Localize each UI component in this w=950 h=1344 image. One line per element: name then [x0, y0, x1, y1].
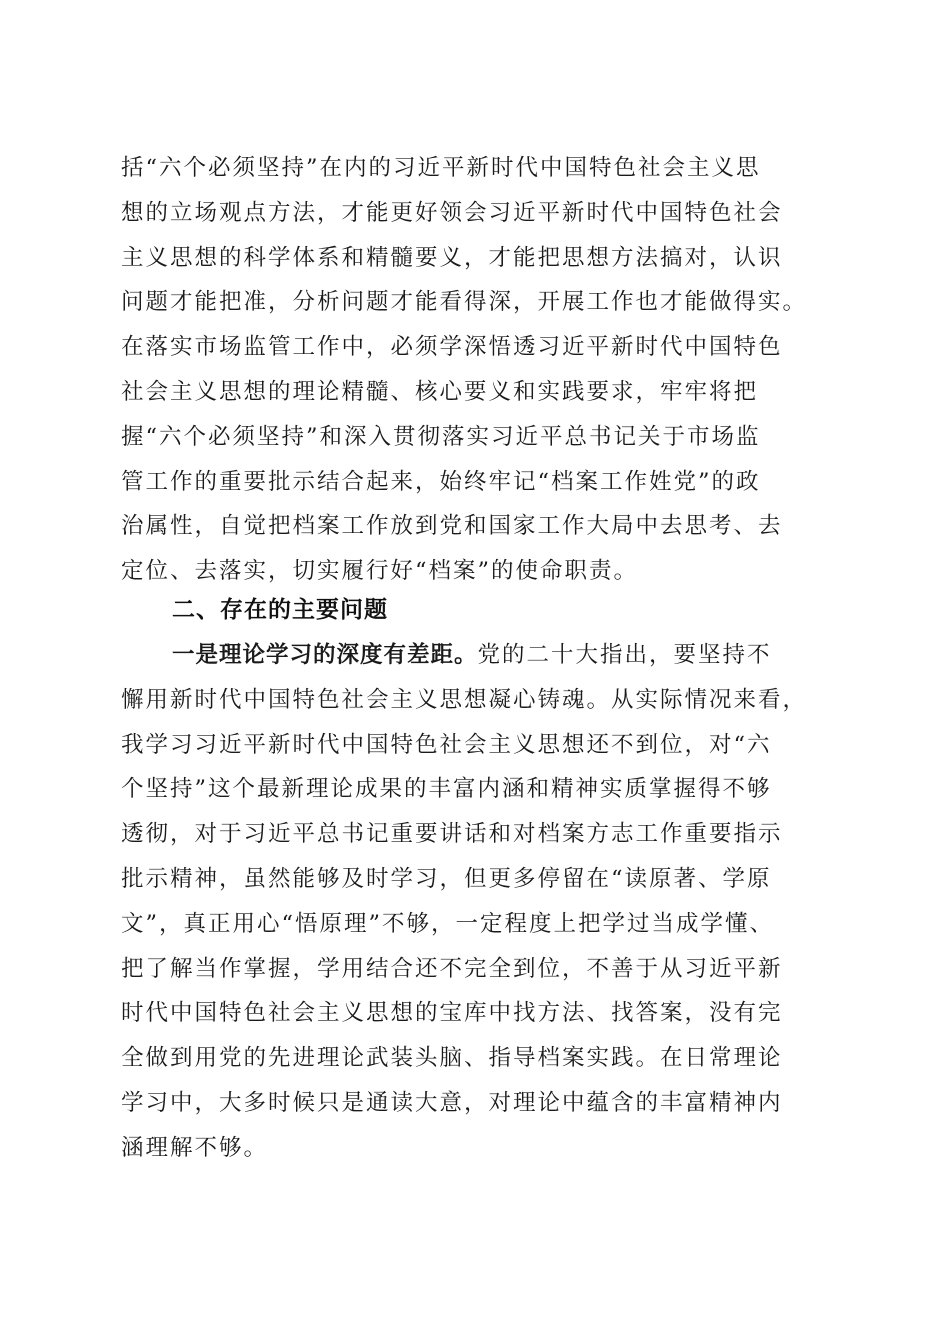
text-line: 透彻，对于习近平总书记重要讲话和对档案方志工作重要指示 — [121, 821, 783, 848]
text-line-first — [121, 633, 833, 678]
text-line: 把了解当作掌握，学用结合还不完全到位，不善于从习近平新 — [121, 955, 783, 982]
text-line: 个坚持”这个最新理论成果的丰富内涵和精神实质掌握得不够 — [121, 776, 772, 803]
text-line: 想的立场观点方法，才能更好领会习近平新时代中国特色社会 — [121, 199, 783, 226]
text-line: 我学习习近平新时代中国特色社会主义思想还不到位，对“六 — [121, 731, 772, 758]
text-line: 懈用新时代中国特色社会主义思想凝心铸魂。从实际情况来看， — [121, 686, 808, 713]
paragraph-continuation — [121, 146, 833, 594]
text-line: 握“六个必须坚持”和深入贯彻落实习近平总书记关于市场监 — [121, 423, 761, 450]
text-line: 全做到用党的先进理论武装头脑、指导档案实践。在日常理论 — [121, 1045, 783, 1072]
paragraph-problems — [121, 633, 833, 1171]
text-line: 批示精神，虽然能够及时学习，但更多停留在“读原著、学原 — [121, 865, 772, 892]
text-line: 学习中，大多时候只是通读大意，对理论中蕴含的丰富精神内 — [121, 1089, 783, 1116]
text-line: 在落实市场监管工作中，必须学深悟透习近平新时代中国特色 — [121, 334, 783, 361]
paragraph-lead-rest: 党的二十大指出，要坚持不 — [477, 642, 772, 668]
text-line: 文”，真正用心“悟原理”不够，一定程度上把学过当成学懂、 — [121, 910, 775, 937]
text-line: 社会主义思想的理论精髓、核心要义和实践要求，牢牢将把 — [121, 378, 759, 405]
text-line: 括“六个必须坚持”在内的习近平新时代中国特色社会主义思 — [121, 155, 761, 181]
text-line: 涵理解不够。 — [121, 1134, 269, 1161]
text-line: 定位、去落实，切实履行好“档案”的使命职责。 — [121, 558, 639, 585]
section-heading: 二、存在的主要问题 — [172, 597, 388, 623]
text-line: 主义思想的科学体系和精髓要义，才能把思想方法搞对，认识 — [121, 244, 783, 271]
text-line: 管工作的重要批示结合起来，始终牢记“档案工作姓党”的政 — [121, 468, 761, 495]
text-line: 问题才能把准，分析问题才能看得深，开展工作也才能做得实。 — [121, 289, 808, 316]
text-line: 时代中国特色社会主义思想的宝库中找方法、找答案，没有完 — [121, 1000, 783, 1027]
paragraph-lead: 一是理论学习的深度有差距。 — [172, 642, 478, 668]
text-line: 治属性，自觉把档案工作放到党和国家工作大局中去思考、去 — [121, 513, 783, 540]
